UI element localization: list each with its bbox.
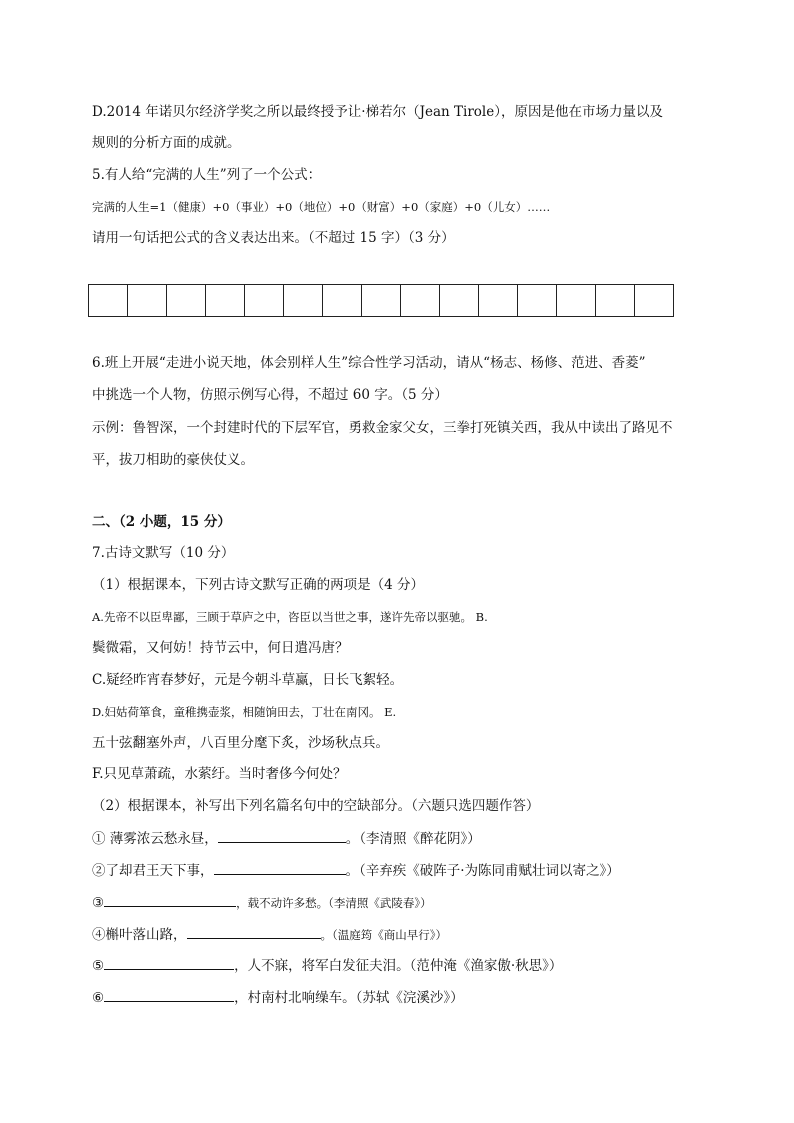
fill-item-6 bbox=[92, 986, 704, 1008]
q5-formula: 完满的人生=1（健康）+0（事业）+0（地位）+0（财富）+0（家庭）+0（儿女）…… bbox=[92, 200, 551, 214]
fill-2-blank[interactable] bbox=[214, 859, 346, 875]
answer-grid-cell[interactable] bbox=[362, 285, 401, 316]
q6-example-line1: 示例：鲁智深，一个封建时代的下层军官，勇救金家父女，三拳打死镇关西，我从中读出了路见不 bbox=[92, 420, 673, 436]
answer-grid-cell[interactable] bbox=[635, 285, 674, 316]
q7-title: 7.古诗文默写（10 分） bbox=[92, 545, 235, 561]
fill-6-post: ，村南村北响缲车。（苏轼《浣溪沙》） bbox=[234, 990, 464, 1006]
answer-grid-cell[interactable] bbox=[401, 285, 440, 316]
fill-3-pre: ③ bbox=[92, 895, 105, 911]
section2-heading: 二、（2 小题，15 分） bbox=[92, 514, 231, 530]
fill-4-blank[interactable] bbox=[187, 923, 321, 939]
answer-grid-cell[interactable] bbox=[440, 285, 479, 316]
q6-example-line2: 平，拔刀相助的豪侠仗义。 bbox=[92, 452, 254, 468]
q5-prompt: 请用一句话把公式的含义表达出来。（不超过 15 字）（3 分） bbox=[92, 230, 455, 246]
fill-6-pre: ⑥ bbox=[92, 990, 105, 1006]
answer-grid-cell[interactable] bbox=[206, 285, 245, 316]
answer-grid-cell[interactable] bbox=[596, 285, 635, 316]
answer-grid-cell[interactable] bbox=[167, 285, 206, 316]
fill-3-blank[interactable] bbox=[104, 891, 236, 907]
fill-item-2 bbox=[92, 859, 704, 881]
fill-1-blank[interactable] bbox=[218, 827, 346, 843]
q6-line2: 中挑选一个人物，仿照示例写心得，不超过 60 字。（5 分） bbox=[92, 387, 448, 403]
q4-option-d-line2: 规则的分析方面的成就。 bbox=[92, 135, 241, 151]
option-a: A.先帝不以臣卑鄙，三顾于草庐之中，咨臣以当世之事，遂许先帝以驱驰。 B. bbox=[92, 610, 488, 624]
fill-item-3 bbox=[92, 891, 704, 913]
option-b: 鬓微霜，又何妨！持节云中，何日遣冯唐？ bbox=[92, 640, 349, 656]
fill-4-post: 。（温庭筠《商山早行》） bbox=[320, 928, 447, 942]
answer-grid-cell[interactable] bbox=[89, 285, 128, 316]
q7-part2-prompt: （2）根据课本，补写出下列名篇名句中的空缺部分。（六题只选四题作答） bbox=[92, 798, 540, 814]
answer-grid-cell[interactable] bbox=[128, 285, 167, 316]
answer-grid-cell[interactable] bbox=[245, 285, 284, 316]
q4-option-d-line1: D.2014 年诺贝尔经济学奖之所以最终授予让·梯若尔（Jean Tirole），原因是他在市场力量以及 bbox=[92, 104, 663, 120]
fill-1-pre: ① 薄雾浓云愁永昼， bbox=[92, 831, 218, 847]
answer-grid[interactable] bbox=[88, 284, 674, 317]
option-e: 五十弦翻塞外声，八百里分麾下炙，沙场秋点兵。 bbox=[92, 735, 389, 751]
fill-2-post: 。（辛弃疾《破阵子·为陈同甫赋壮词以寄之》） bbox=[345, 863, 620, 879]
fill-item-1 bbox=[92, 827, 704, 849]
fill-1-post: 。（李清照《醉花阴》） bbox=[345, 831, 481, 847]
answer-grid-cell[interactable] bbox=[284, 285, 323, 316]
fill-5-post: ，人不寐，将军白发征夫泪。（范仲淹《渔家傲·秋思》） bbox=[234, 958, 563, 974]
q6-line1: 6.班上开展“走进小说天地，体会别样人生”综合性学习活动，请从“杨志、杨修、范进、香菱” bbox=[92, 355, 646, 371]
q5-title: 5.有人给“完满的人生”列了一个公式： bbox=[92, 167, 322, 183]
answer-grid-cell[interactable] bbox=[479, 285, 518, 316]
fill-2-pre: ②了却君王天下事， bbox=[92, 863, 214, 879]
option-c: C.疑经昨宵春梦好，元是今朝斗草赢，日长飞絮轻。 bbox=[92, 672, 404, 688]
option-d: D.妇姑荷箪食，童稚携壶浆，相随饷田去，丁壮在南冈。 E. bbox=[92, 705, 397, 719]
q7-part1-prompt: （1）根据课本，下列古诗文默写正确的两项是（4 分） bbox=[92, 577, 424, 593]
option-f: F.只见草萧疏，水萦纡。当时奢侈今何处？ bbox=[92, 766, 347, 782]
fill-3-post: ，载不动许多愁。（李清照《武陵春》） bbox=[236, 896, 432, 910]
fill-4-pre: ④槲叶落山路， bbox=[92, 927, 187, 943]
fill-item-5 bbox=[92, 954, 704, 976]
fill-5-pre: ⑤ bbox=[92, 958, 105, 974]
answer-grid-cell[interactable] bbox=[323, 285, 362, 316]
fill-item-4 bbox=[92, 923, 704, 945]
fill-5-blank[interactable] bbox=[104, 954, 234, 970]
answer-grid-cell[interactable] bbox=[557, 285, 596, 316]
answer-grid-cell[interactable] bbox=[518, 285, 557, 316]
fill-6-blank[interactable] bbox=[104, 986, 234, 1002]
